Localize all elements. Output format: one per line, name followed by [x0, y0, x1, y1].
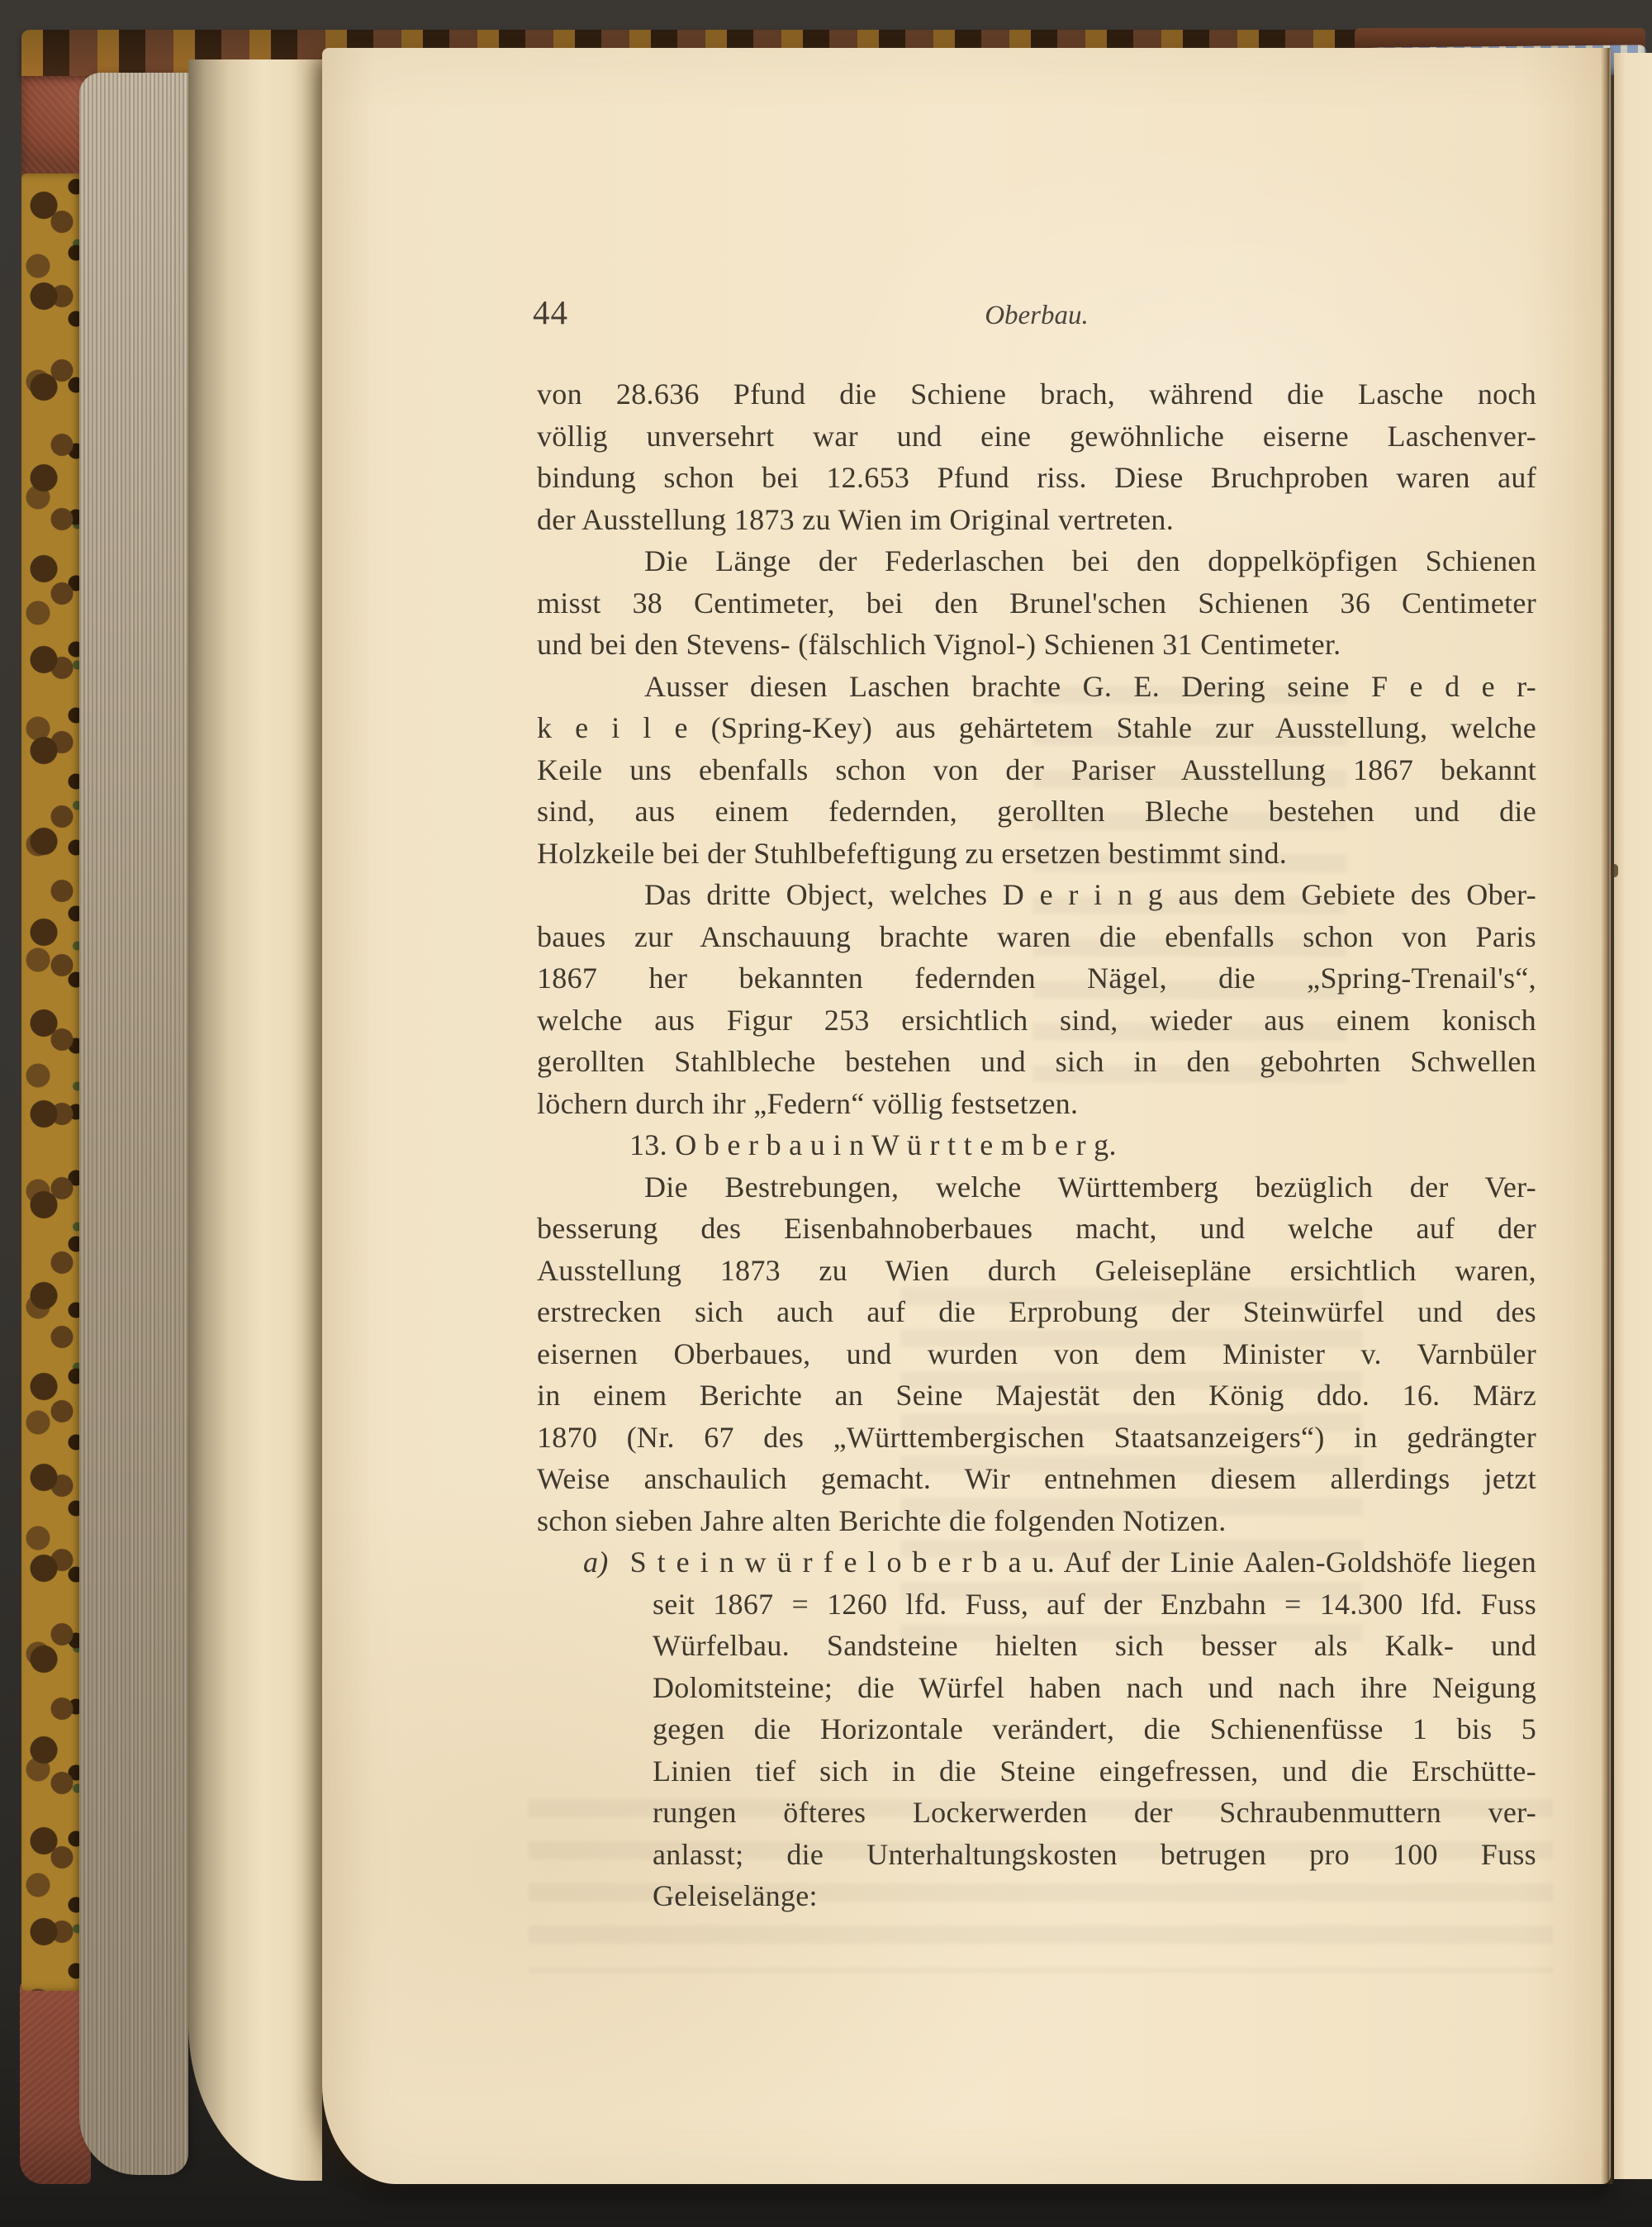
- text-line: 1870 (Nr. 67 des „Württembergischen Staatsanzeigers“) in gedrängter: [537, 1420, 1536, 1454]
- text-line: besserung des Eisenbahnoberbaues macht, und welche auf der: [537, 1212, 1536, 1245]
- text-line: gegen die Horizontale verändert, die Schienenfüsse 1 bis 5: [653, 1712, 1536, 1745]
- text-line: welche aus Figur 253 ersichtlich sind, wieder aus einem konisch: [537, 1003, 1536, 1037]
- page-block-fore-edge: [79, 73, 188, 2175]
- text-line: der Ausstellung 1873 zu Wien im Original vertreten.: [537, 502, 1175, 536]
- text-line: Das dritte Object, welches D e r i n g aus dem Gebiete des Ober-: [644, 878, 1536, 911]
- text-line: Weise anschaulich gemacht. Wir entnehmen diesem allerdings jetzt: [537, 1462, 1536, 1495]
- cover-marbled-paper-edge: [21, 173, 83, 1991]
- running-header: Oberbau.: [985, 301, 1089, 330]
- text-line: sind, aus einem federnden, gerollten Bleche bestehen und die: [537, 795, 1536, 828]
- text-line: eisernen Oberbaues, und wurden von dem Minister v. Varnbüler: [537, 1337, 1536, 1370]
- text-line: schon sieben Jahre alten Berichte die folgenden Notizen.: [537, 1503, 1227, 1537]
- text-line: anlasst; die Unterhaltungskosten betrugen pro 100 Fuss: [653, 1837, 1536, 1871]
- page-number: 44: [533, 293, 568, 331]
- text-line: Würfelbau. Sandsteine hielten sich besser als Kalk- und: [653, 1629, 1536, 1662]
- text-line: in einem Berichte an Seine Majestät den König ddo. 16. März: [537, 1379, 1536, 1412]
- text-line: k e i l e (Spring-Key) aus gehärtetem Stahle zur Ausstellung, welche: [537, 711, 1536, 744]
- text-line: a) S t e i n w ü r f e l o b e r b a u. Auf der Linie Aalen-Goldshöfe liegen: [583, 1546, 1536, 1579]
- text-line: misst 38 Centimeter, bei den Brunel'schen Schienen 36 Centimeter: [537, 586, 1536, 620]
- text-line: löchern durch ihr „Federn“ völlig festsetzen.: [537, 1086, 1079, 1120]
- text-line: Linien tief sich in die Steine eingefressen, und die Erschütte-: [653, 1754, 1536, 1788]
- text-line: völlig unversehrt war und eine gewöhnliche eiserne Laschenver-: [537, 419, 1536, 453]
- text-line: Ausser diesen Laschen brachte G. E. Dering seine F e d e r-: [644, 669, 1536, 703]
- text-line: seit 1867 = 1260 lfd. Fuss, auf der Enzbahn = 14.300 lfd. Fuss: [653, 1587, 1536, 1621]
- text-line: Die Länge der Federlaschen bei den doppelköpfigen Schienen: [644, 544, 1536, 577]
- text-line: bindung schon bei 12.653 Pfund riss. Diese Bruchproben waren auf: [537, 461, 1536, 494]
- text-line: Ausstellung 1873 zu Wien durch Geleisepläne ersichtlich waren,: [537, 1253, 1536, 1287]
- section-heading: 13. O b e r b a u i n W ü r t t e m b e r g.: [629, 1128, 1117, 1161]
- text-line: Geleiselänge:: [653, 1879, 818, 1912]
- text-line: Dolomitsteine; die Würfel haben nach und nach ihre Neigung: [653, 1670, 1536, 1704]
- gutter-crease: [1601, 48, 1614, 2184]
- binding-stitch: [1611, 864, 1618, 877]
- text-line: erstrecken sich auch auf die Erprobung der Steinwürfel und des: [537, 1295, 1536, 1328]
- lifted-page-curl: [188, 59, 322, 2181]
- text-line: von 28.636 Pfund die Schiene brach, während die Lasche noch: [537, 377, 1536, 411]
- text-line: 1867 her bekannten federnden Nägel, die „Spring-Trenail's“,: [537, 962, 1536, 995]
- text-line: Keile uns ebenfalls schon von der Pariser Ausstellung 1867 bekannt: [537, 753, 1536, 786]
- text-line: rungen öfteres Lockerwerden der Schraubenmuttern ver-: [653, 1796, 1536, 1829]
- list-marker: a): [583, 1546, 609, 1579]
- text-line: gerollten Stahlbleche bestehen und sich in den gebohrten Schwellen: [537, 1045, 1536, 1078]
- text-line: baues zur Anschauung brachte waren die ebenfalls schon von Paris: [537, 919, 1536, 953]
- body-text: [537, 373, 1536, 1917]
- text-line: und bei den Stevens- (fälschlich Vignol-) Schienen 31 Centimeter.: [537, 628, 1341, 661]
- text-line: Die Bestrebungen, welche Württemberg bezüglich der Ver-: [644, 1170, 1536, 1204]
- text-line: Holzkeile bei der Stuhlbefeftigung zu ersetzen bestimmt sind.: [537, 836, 1288, 870]
- adjacent-page-sliver: [1614, 53, 1652, 2179]
- book-page: [322, 48, 1611, 2184]
